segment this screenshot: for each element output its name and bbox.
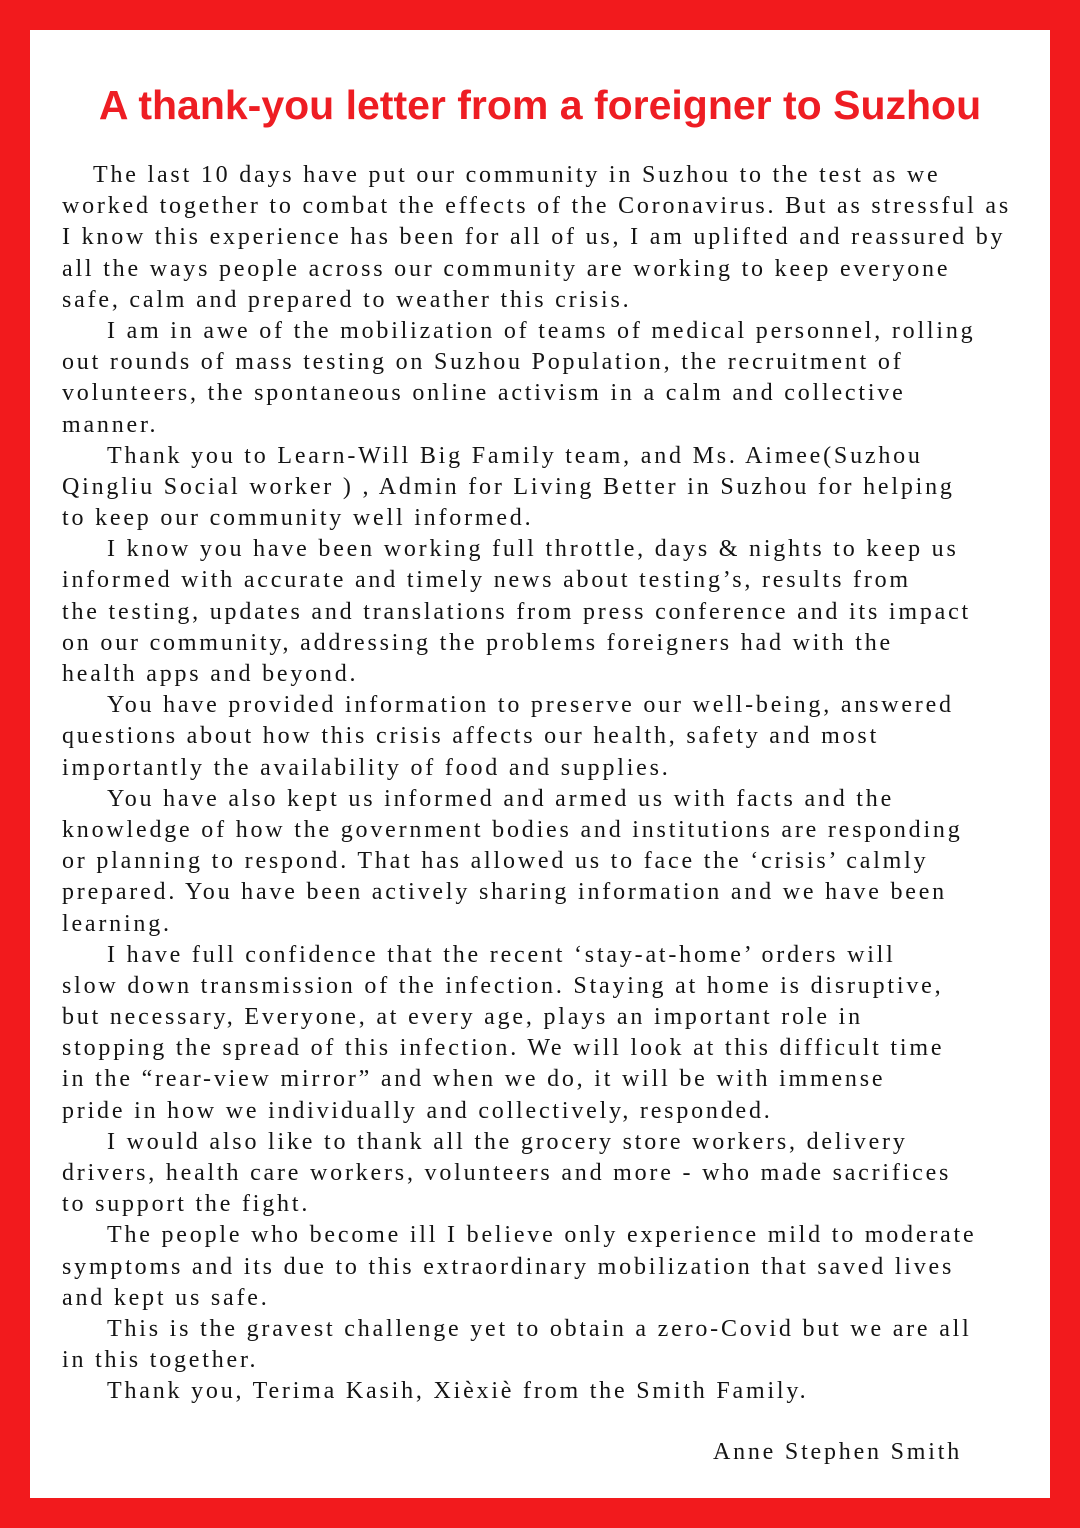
- paragraph: [62, 1220, 1037, 1314]
- letter-line: This is the gravest challenge yet to obtain a zero-Covid but we are all: [107, 1315, 972, 1342]
- paragraph: [62, 534, 1037, 690]
- paragraph: [62, 690, 1037, 784]
- letter-line: knowledge of how the government bodies and institutions are responding: [62, 816, 963, 843]
- letter-line: I would also like to thank all the grocery store workers, delivery: [107, 1128, 908, 1155]
- paragraph: [62, 940, 1037, 1127]
- paragraph: [62, 160, 1037, 316]
- letter-line: informed with accurate and timely news about testing’s, results from: [62, 567, 911, 594]
- letter-line: pride in how we individually and collectively, responded.: [62, 1097, 773, 1124]
- letter-title: A thank-you letter from a foreigner to Suzhou: [98, 82, 982, 128]
- paragraph: [62, 784, 1037, 940]
- letter-line: Thank you to Learn-Will Big Family team, and Ms. Aimee(Suzhou: [107, 442, 923, 469]
- letter-line: stopping the spread of this infection. We will look at this difficult time: [62, 1035, 945, 1062]
- letter-line: Thank you, Terima Kasih, Xièxiè from the Smith Family.: [107, 1378, 809, 1405]
- letter-line: I have full confidence that the recent ‘stay-at-home’ orders will: [107, 941, 896, 968]
- letter-line: worked together to combat the effects of the Coronavirus. But as stressful as: [62, 193, 1011, 220]
- letter-line: drivers, health care workers, volunteers and more - who made sacrifices: [62, 1160, 952, 1186]
- letter-line: in this together.: [62, 1347, 259, 1374]
- paragraph: [62, 441, 1037, 535]
- letter-line: slow down transmission of the infection. Staying at home is disruptive,: [62, 972, 944, 999]
- letter-line: volunteers, the spontaneous online activism in a calm and collective: [62, 380, 906, 407]
- letter-line: out rounds of mass testing on Suzhou Population, the recruitment of: [62, 349, 904, 376]
- letter-line: or planning to respond. That has allowed us to face the ‘crisis’ calmly: [62, 848, 929, 875]
- letter-line: health apps and beyond.: [62, 661, 359, 687]
- paragraph: [62, 1127, 1037, 1221]
- letter-line: symptoms and its due to this extraordinary mobilization that saved lives: [62, 1253, 955, 1280]
- letter-line: safe, calm and prepared to weather this crisis.: [62, 286, 632, 313]
- paragraph: [62, 1376, 1037, 1407]
- letter-line: and kept us safe.: [62, 1284, 270, 1311]
- letter-line: but necessary, Everyone, at every age, plays an important role in: [62, 1004, 863, 1031]
- paragraph: [62, 316, 1037, 441]
- letter-line: the testing, updates and translations from press conference and its impact: [62, 598, 971, 625]
- signature: Anne Stephen Smith: [712, 1439, 962, 1465]
- letter-line: all the ways people across our community are working to keep everyone: [62, 255, 951, 282]
- letter-line: I know you have been working full throttle, days & nights to keep us: [107, 536, 959, 563]
- letter-body: [62, 160, 1037, 1408]
- letter-line: prepared. You have been actively sharing information and we have been: [62, 879, 947, 906]
- letter-line: I know this experience has been for all of us, I am uplifted and reassured by: [62, 224, 1006, 251]
- letter-line: You have also kept us informed and armed us with facts and the: [107, 785, 895, 812]
- letter-line: The people who become ill I believe only experience mild to moderate: [107, 1222, 977, 1249]
- letter-line: to support the fight.: [62, 1191, 311, 1218]
- letter-line: Qingliu Social worker ) , Admin for Living Better in Suzhou for helping: [62, 473, 955, 500]
- letter-line: on our community, addressing the problems foreigners had with the: [62, 629, 893, 656]
- letter-line: The last 10 days have put our community in Suzhou to the test as we: [93, 162, 941, 188]
- letter-line: manner.: [62, 411, 159, 438]
- letter-line: importantly the availability of food and supplies.: [62, 754, 671, 781]
- paragraph: [62, 1314, 1037, 1376]
- letter-line: in the “rear-view mirror” and when we do, it will be with immense: [62, 1066, 886, 1093]
- letter-line: questions about how this crisis affects our health, safety and most: [62, 723, 880, 750]
- letter-line: I am in awe of the mobilization of teams of medical personnel, rolling: [107, 317, 976, 344]
- letter-line: You have provided information to preserve our well-being, answered: [107, 692, 954, 719]
- letter-line: learning.: [62, 910, 172, 937]
- letter-line: to keep our community well informed.: [62, 505, 534, 532]
